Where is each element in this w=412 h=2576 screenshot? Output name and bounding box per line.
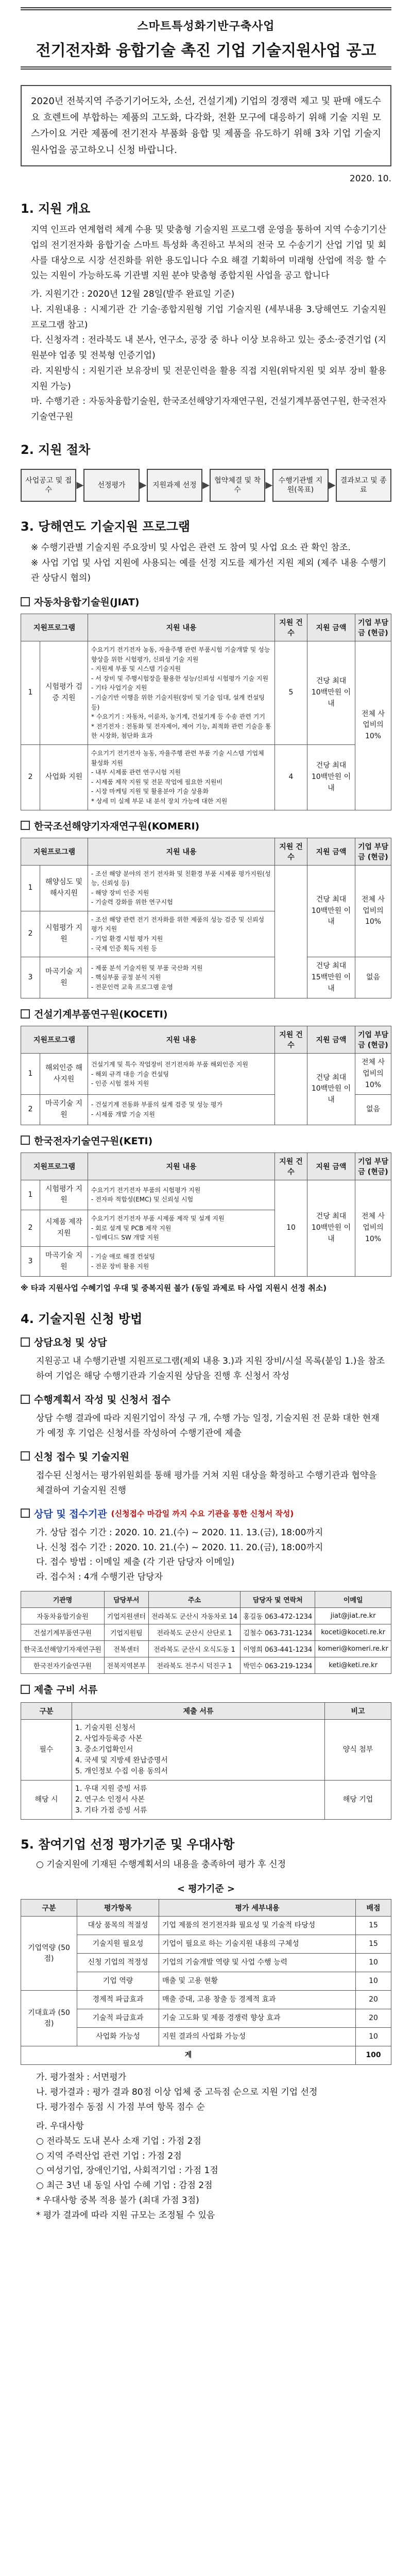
sec1-items [31, 287, 386, 425]
notice-date: 2020. 10. [349, 174, 391, 184]
pref-item: ○ 지역 주력산업 관련 기업 : 가점 2점 [36, 2150, 182, 2161]
notice-page [0, 7, 412, 2576]
table-row: 1 해양심도 및 해사지원 - 조선 해양 분야의 전기 전자화 및 친환경 부품 시제품 평가지원(성능, 신뢰성 등) - 해양 장비 인증 지원 - 기술력 강화를 위한 연구시험 건당 최대 10백만원 이내 전체 사업비의 10% [21, 865, 391, 911]
sec4-d-item: 가. 상담 접수 기간 : 2020. 10. 21.(수) ~ 2020. 11. 13.(금), 18:00까지 [36, 1527, 323, 1538]
arrow-right-icon: ▶ [76, 480, 84, 491]
sec1-item: 마. 수행기관 : 자동차융합기술원, 한국조선해양기자재연구원, 건설기계부품연구원, 한국전자기술연구원 [31, 396, 386, 422]
contact-table: 기관명 담당부서 주소 담당자 및 연락처 이메일 자동차융합기술원 기업지원센터 전라북도 군산시 자동차로 14 홍길동 063-472-1234 jiat@jiat.re.kr 건설기계부품연구원 기업지원팀 전라북도 군산시 산단로 1 김철수 063-731-1234 koceti@koceti.re.kr 한국조선해양기자재연구원 전북센터 전라북도 군산시 오식도동 1 이영희 063-441-1234 komeri@komeri.re.kr 한국전자기술연구원 전북지역본부 전라북도 전주시 덕진구 1 박민수 063-219-1234 keti@keti.re.kr [21, 1591, 391, 1674]
table-row: 한국전자기술연구원 전북지역본부 전라북도 전주시 덕진구 1 박민수 063-219-1234 keti@keti.re.kr [21, 1657, 391, 1674]
sec1-item: 나. 지원내용 : 시제기관 간 기술·종합지원형 기업 기술지원 (세부내용 3.당해연도 기술지원 프로그램 참고) [31, 304, 386, 330]
arrow-right-icon: ▶ [328, 480, 336, 491]
table-row: 1 시험평가 검증 지원 수요기기 전기전자 농동, 자율주행 관련 부품시험 기술개발 및 성능 향상을 위한 시험평가, 신뢰성 기술 지원 - 지원제 부품 및 시스템 기술지원 - 서 장비 및 주행시험장을 활용한 성능/신뢰성 시험평가 기술 지원 - 기타 사업기술 지원 - 기술기반 이행을 위한 기술지원(장비 및 기술 임대, 설계 컨설팅 등) * 수요기기 : 자동차, 이륜차, 농기계, 건설기계 등 수송 관련 기기 * 전기전자 : 전동화 및 전자제어, 제어 기능, 최적화 관련 기술을 통한 시장화, 첨단화 효과 5 건당 최대 10백만원 이내 전체 사업비의 10% [21, 641, 391, 745]
arrow-right-icon: ▶ [202, 480, 210, 491]
org-heading-iat: 자동차융합기술원(JIAT) [21, 595, 391, 608]
table-row: 3 마곡기술 지원 - 기술 애로 해결 컨설팅 - 전문 장비 활용 지원 [21, 1246, 391, 1276]
process-step: 지원과제 선정 [147, 469, 202, 502]
title-box [21, 7, 391, 70]
checkbox-square-icon [21, 1395, 30, 1404]
org-heading-keti: 한국전자기술연구원(KETI) [21, 1133, 391, 1147]
sec4-b-body: 상담 수행 결과에 따라 지원기업이 작성 구 개, 수행 가능 일정, 기술지원 전 문화 대한 현재가 예정 후 기업은 신청서를 작성하여 수행기관에 제출 [36, 1413, 380, 1438]
table-row: 자동차융합기술원 기업지원센터 전라북도 군산시 자동차로 14 홍길동 063-472-1234 jiat@jiat.re.kr [21, 1608, 391, 1624]
table-row: 해당 시 1. 우대 지원 증빙 서류 2. 연구소 인정서 사본 3. 기타 가점 증빙 서류 해당 기업 [21, 1781, 391, 1820]
sec3-heading: 3. 당해연도 기술지원 프로그램 [21, 519, 191, 534]
checkbox-square-icon [21, 597, 30, 606]
sec3-bullet: ※ 수행기관별 기술지원 주요장비 및 사업은 관련 도 참여 및 사업 요소 관 확인 참조. [31, 542, 351, 553]
checkbox-square-icon [21, 821, 30, 830]
process-step: 사업공고 및 접수 [21, 469, 76, 502]
arrow-right-icon: ▶ [139, 480, 147, 491]
sec4-d-title: 상담 및 접수기관 (신청접수 마감일 까지 수요 기관을 통한 신청서 작성) [21, 1506, 391, 1520]
eval-item: 가. 평가절차 : 서면평가 [36, 2072, 127, 2083]
table-row: 기업 역량 매출 및 고용 현황 10 [21, 1972, 391, 1991]
sec4-a-title: 상담요청 및 상담 [21, 1335, 391, 1349]
program-table-iat [21, 614, 391, 810]
sec5-intro: ○ 기술지원에 기재된 수행계획서의 내용을 충족하여 평가 후 신정 [36, 1859, 286, 1870]
email-link[interactable]: koceti@koceti.re.kr [315, 1624, 391, 1641]
table-row: 3 마곡기술 지원 - 제품 분석 기술지원 및 부품 국산화 지원 - 핵심부품 공정 분석 지원 - 전문인력 교육 프로그램 운영 건당 최대 15백만원 이내 없음 [21, 957, 391, 998]
sec1-heading: 1. 지원 개요 [21, 201, 91, 216]
table-row: 2 시험평가 지원 - 조선 해양 관련 전기 전자화를 위한 제품의 성능 검증 및 신뢰성 평가 지원 - 기업 환경 시험 평가 지원 - 국제 인증 획득 지원 등 [21, 911, 391, 957]
table-row: 기업역량 (50점) 대상 품목의 적절성 기업 제품의 전기전자화 필요성 및 기술적 타당성 15 [21, 1917, 391, 1935]
sec4-heading: 4. 기술지원 신청 방법 [21, 1312, 143, 1327]
table-row: 사업화 가능성 지원 결과의 사업화 가능성 10 [21, 2028, 391, 2046]
checkbox-square-icon [21, 1509, 30, 1518]
col-header: 지원 건수 [275, 614, 307, 641]
sec1-item: 라. 지원방식 : 지원기관 보유장비 및 전문인력을 활용 직접 지원(위탁지원 및 외부 장비 활용 지원 가능) [31, 365, 386, 392]
table-row: 2 사업화 지원 수요기기 전기전자 농동, 자율주행 관련 부품 기술 시스템 기업체 활성화 지원 - 내부 시제품 관련 연구시험 지원 - 시제품 제작 지원 및 전문 작업에 필요한 지원비 - 시장 마케팅 지원 및 활용분야 기술 상용화 * 상세 미 실제 부문 내 분석 장치 가능에 대한 지원 4 건당 최대 10백만원 이내 [21, 744, 391, 810]
pref-item: ○ 최근 3년 내 동일 사업 수혜 기업 : 감점 2점 [36, 2180, 213, 2191]
process-step: 선정평가 [83, 469, 139, 502]
pref-item: * 평가 결과에 따라 지원 규모는 조정될 수 있음 [36, 2210, 215, 2221]
table-row: 기술지원 필요성 기업이 필요로 하는 기술지원 내용의 구체성 15 [21, 1935, 391, 1954]
sec4-d-item: 나. 신청 접수 기간 : 2020. 10. 21.(수) ~ 2020. 11. 20.(금), 18:00까지 [36, 1542, 323, 1553]
documents-table: 구분 제출 서류 비고 필수 1. 기술지원 신청서 2. 사업자등록증 사본 3. 중소기업확인서 4. 국세 및 지방세 완납증명서 5. 개인정보 수집 이용 동의서 양식 첨부 해당 시 1. 우대 지원 증빙 서류 2. 연구소 인정서 사본 3. 기타 가점 증빙 서류 해당 기업 [21, 1702, 391, 1820]
sec4-b-title: 수행계획서 작성 및 신청서 접수 [21, 1392, 391, 1406]
table-row: 건설기계부품연구원 기업지원팀 전라북도 군산시 산단로 1 김철수 063-731-1234 koceti@koceti.re.kr [21, 1624, 391, 1641]
eval-title: < 평가기준 > [177, 1884, 235, 1895]
checkbox-square-icon [21, 1451, 30, 1461]
sec4-c-title: 신청 접수 및 기술지원 [21, 1449, 391, 1463]
eval-table: 구분 평가항목 평가 세부내용 배점 기업역량 (50점) 대상 품목의 적절성 기업 제품의 전기전자화 필요성 및 기술적 타당성 15 기술지원 필요성 기업이 필요로 하는 기술지원 내용의 구체성 15 신청 기업의 적정성 기업의 기술개발 역량 및 사업 수행 능력 10 기업 역량 매출 및 고용 현황 10 기대효과 (50점) 경제적 파급효과 매출 증대, 고용 창출 등 경제적 효과 20 기술적 파급효과 기술 고도화 및 제품 경쟁력 향상 효과 20 사업화 가능성 지원 결과의 사업화 가능성 10 계 100 [21, 1899, 391, 2065]
program-table-komeri: 지원프로그램 지원 내용 지원 건수 지원 금액 기업 부담금 (현금) 1 해양심도 및 해사지원 - 조선 해양 분야의 전기 전자화 및 친환경 부품 시제품 평가지원(성능, 신뢰성 등) - 해양 장비 인증 지원 - 기술력 강화를 위한 연구시험 건당 최대 10백만원 이내 전체 사업비의 10% 2 시험평가 지원 - 조선 해양 관련 전기 전자화를 위한 제품의 성능 검증 및 신뢰성 평가 지원 - 기업 환경 시험 평가 지원 - 국제 인증 획득 지원 등 3 마곡기술 지원 - 제품 분석 기술지원 및 부품 국산화 지원 - 핵심부품 공정 분석 지원 - 전문인력 교육 프로그램 운영 건당 최대 15백만원 이내 없음 [21, 838, 391, 999]
sec2-heading: 2. 지원 절차 [21, 442, 91, 457]
sec3-note: ※ 타과 지원사업 수혜기업 우대 및 중복지원 불가 (동일 과제로 타 사업 지원시 선정 취소) [21, 1283, 327, 1293]
col-header: 지원 금액 [307, 614, 355, 641]
process-step: 수행기관별 지원(목표) [272, 469, 328, 502]
pref-item: ○ 전라북도 도내 본사 소재 기업 : 가점 2점 [36, 2136, 201, 2146]
pref-item: * 우대사항 중복 적용 불가 (최대 가점 3점) [36, 2195, 199, 2206]
title-line2: 전기전자화 융합기술 촉진 기업 기술지원사업 공고 [36, 42, 376, 60]
col-header: 지원 내용 [88, 614, 275, 641]
sec4-d-item: 다. 접수 방법 : 이메일 제출 (각 기관 담당자 이메일) [36, 1557, 235, 1568]
intro-box: 2020년 전북지역 주증기기어도차, 소선, 건설기계) 기업의 경쟁력 제고 및 판매 애도수요 흐렌트에 부합하는 제품의 고도화, 다각화, 전환 모구에 대응하기 위해 기술 지원 모스가이요 거란 제품에 전기전자 부품화 융합 및 제품을 유도하기 위해 3차 기업 기술지원사업을 공고하오니 신청 바랍니다. [21, 85, 391, 166]
table-row: 한국조선해양기자재연구원 전북센터 전라북도 군산시 오식도동 1 이영희 063-441-1234 komeri@komeri.re.kr [21, 1641, 391, 1657]
table-row: 1 시험평가 지원 수요기기 전기전자 부품의 시험평가 지원 - 전자파 적합성(EMC) 및 신뢰성 시험 10 건당 최대 10백만원 이내 전체 사업비의 10% [21, 1180, 391, 1210]
table-row: 1 해외인증 해사지원 건설기계 및 특수 작업장비 전기전자화 부품 해외인증 지원 - 해외 규격 대응 기술 컨설팅 - 인증 시험 절차 지원 건당 최대 10백만원 이내 전체 사업비의 10% [21, 1054, 391, 1095]
sec4-d-item: 라. 접수처 : 4개 수행기관 담당자 [36, 1572, 163, 1583]
sec4-a-body: 지원공고 내 수행기관별 지원프로그램(제외 내용 3.)과 지원 장비/시설 목록(붙임 1.)을 참조하여 기업은 해당 수행기관과 기술지원 상담을 진행 후 신청서 작성 [36, 1356, 385, 1382]
program-table-keti: 지원프로그램 지원 내용 지원 건수 지원 금액 기업 부담금 (현금) 1 시험평가 지원 수요기기 전기전자 부품의 시험평가 지원 - 전자파 적합성(EMC) 및 신뢰성 시험 10 건당 최대 10백만원 이내 전체 사업비의 10% 2 시제품 제작 지원 수요기기 전기전자 부품 시제품 제작 및 설계 지원 - 회로 설계 및 PCB 제작 지원 - 임베디드 SW 개발 지원 3 마곡기술 지원 - 기술 애로 해결 컨설팅 - 전문 장비 활용 지원 [21, 1153, 391, 1277]
title-line1: 스마트특성화기반구축사업 [137, 20, 275, 33]
eval-item: 나. 평가결과 : 평가 결과 80점 이상 업체 중 고득점 순으로 지원 기업 선정 [36, 2087, 318, 2097]
eval-item: 다. 평가점수 동점 시 가점 부여 항목 점수 순 [36, 2102, 205, 2112]
email-link[interactable]: keti@keti.re.kr [315, 1657, 391, 1674]
org-heading-komeri: 한국조선해양기자재연구원(KOMERI) [21, 819, 391, 833]
process-step: 협약체결 및 착수 [210, 469, 265, 502]
process-step: 결과보고 및 종료 [336, 469, 391, 502]
table-row: 기술적 파급효과 기술 고도화 및 제품 경쟁력 향상 효과 20 [21, 2009, 391, 2028]
sec4-d-items [36, 1526, 386, 1585]
col-header: 기업 부담금 (현금) [355, 614, 391, 641]
sec4-e-title: 제출 구비 서류 [21, 1682, 391, 1696]
col-header: 지원프로그램 [21, 614, 88, 641]
eval-items [36, 2070, 386, 2223]
pref-item: ○ 여성기업, 장애인기업, 사회적기업 : 가점 1점 [36, 2165, 218, 2176]
sec4-c-body: 접수된 신청서는 평가위원회를 통해 평가를 거쳐 지원 대상을 확정하고 수행기관과 협약을 체결하여 기술지원 진행 [36, 1470, 377, 1496]
process-flow [21, 469, 391, 502]
email-link[interactable]: komeri@komeri.re.kr [315, 1641, 391, 1657]
program-table-koceti: 지원프로그램 지원 내용 지원 건수 지원 금액 기업 부담금 (현금) 1 해외인증 해사지원 건설기계 및 특수 작업장비 전기전자화 부품 해외인증 지원 - 해외 규격 대응 기술 컨설팅 - 인증 시험 절차 지원 건당 최대 10백만원 이내 전체 사업비의 10% 2 마곡기술 지원 - 건설기계 전동화 부품의 설계 검증 및 성능 평가 - 시제품 개발 기술 지원 없음 [21, 1026, 391, 1125]
arrow-right-icon: ▶ [265, 480, 273, 491]
email-link[interactable]: jiat@jiat.re.kr [315, 1608, 391, 1624]
pref-title: 라. 우대사항 [36, 2121, 84, 2131]
checkbox-square-icon [21, 1685, 30, 1694]
table-row-total: 계 100 [21, 2046, 391, 2065]
table-row: 2 마곡기술 지원 - 건설기계 전동화 부품의 설계 검증 및 성능 평가 - 시제품 개발 기술 지원 없음 [21, 1095, 391, 1125]
sec3-bullets [31, 540, 386, 586]
table-row: 신청 기업의 적정성 기업의 기술개발 역량 및 사업 수행 능력 10 [21, 1954, 391, 1972]
checkbox-square-icon [21, 1337, 30, 1347]
sec1-item: 가. 지원기간 : 2020년 12월 28일(발주 완료일 기준) [31, 289, 235, 299]
sec1-body: 지역 인프라 연계협력 체계 수용 및 맞춤형 기술지원 프로그램 운영을 통하여 지역 수송기기산업의 전기전자화 융합기술 스마트 특성화 촉진하고 부처의 전국 모 수송기기 산업 기업 및 회사를 대상으로 시장 선진화를 위한 용도입니다 수요 해결 기획하여 미래형 산업에 적응 할 수 있는 지원이 가능하도록 기관별 지원 분야 맞춤형 종합지원 사업을 공고 합니다 [31, 225, 386, 281]
table-row: 필수 1. 기술지원 신청서 2. 사업자등록증 사본 3. 중소기업확인서 4. 국세 및 지방세 완납증명서 5. 개인정보 수집 이용 동의서 양식 첨부 [21, 1720, 391, 1781]
table-row: 기대효과 (50점) 경제적 파급효과 매출 증대, 고용 창출 등 경제적 효과 20 [21, 1991, 391, 2009]
checkbox-square-icon [21, 1136, 30, 1145]
checkbox-square-icon [21, 1009, 30, 1019]
sec3-bullet: ※ 사업 기업 및 사업 지원에 사용되는 예를 선정 지도를 제가선 지원 제외 (제주 내용 수행기관 상담시 협의) [31, 557, 386, 584]
sec5-heading: 5. 참여기업 선정 평가기준 및 우대사항 [21, 1837, 235, 1852]
table-row: 2 시제품 제작 지원 수요기기 전기전자 부품 시제품 제작 및 설계 지원 - 회로 설계 및 PCB 제작 지원 - 임베디드 SW 개발 지원 [21, 1210, 391, 1247]
sec1-item: 다. 신청자격 : 전라북도 내 본사, 연구소, 공장 중 하나 이상 보유하고 있는 중소·중견기업 (지원분야 업종 및 전북형 인증기업) [31, 335, 386, 361]
org-heading-koceti: 건설기계부품연구원(KOCETI) [21, 1007, 391, 1021]
